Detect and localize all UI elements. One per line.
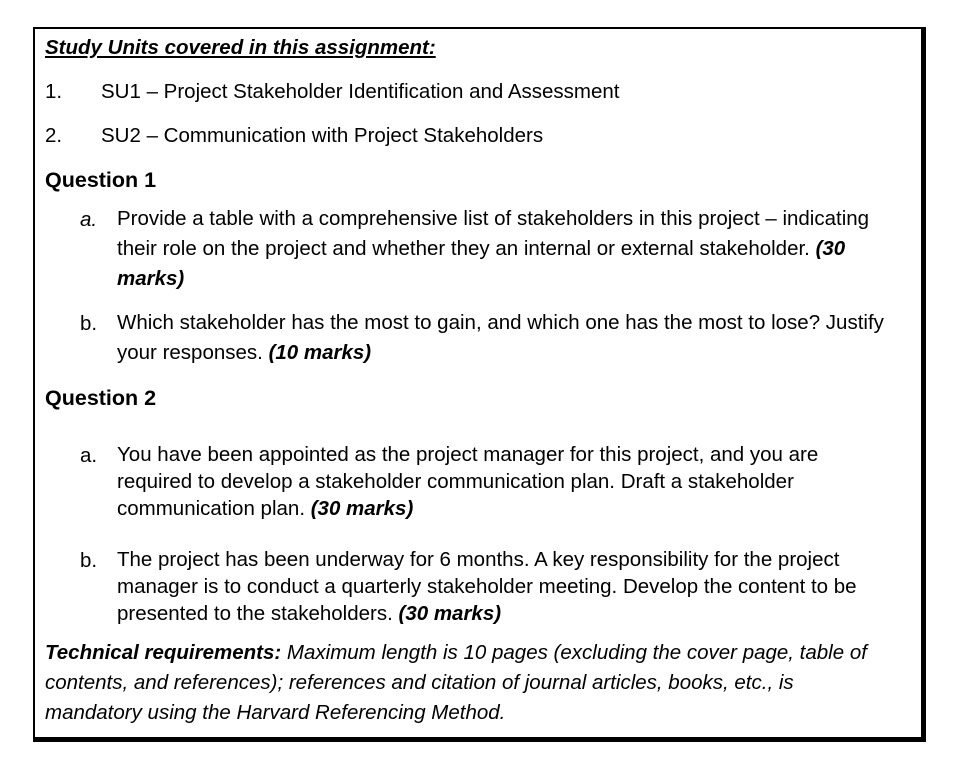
unit-number-1: 1. — [45, 80, 63, 103]
unit-text-2: SU2 – Communication with Project Stakeholders — [101, 124, 544, 147]
q2-a-text: You have been appointed as the project manager for this project, and you are required to develop a stakeholder communication plan. Draft a stakeholder communication plan. (30 marks) — [117, 443, 819, 520]
question-2-title: Question 2 — [45, 386, 157, 410]
q2-b-label: b. — [80, 549, 98, 572]
q2-a-label: a. — [80, 444, 98, 467]
question-1-title: Question 1 — [45, 168, 157, 192]
q2-b-text: The project has been underway for 6 months. A key responsibility for the project manager is to conduct a quarterly stakeholder meeting. Develop the content to be presented to the stakeholders. (30 marks) — [117, 548, 857, 625]
q1-a-text: Provide a table with a comprehensive list of stakeholders in this project – indicating their role on the project and whether they an internal or external stakeholder. (30 marks) — [117, 207, 870, 290]
unit-number-2: 2. — [45, 124, 63, 147]
technical-requirements: Technical requirements: Maximum length is 10 pages (excluding the cover page, table of contents, and references); references and citation of journal articles, books, etc., is mandatory using the Harvard Referencing Method. — [45, 641, 867, 724]
q1-b-label: b. — [80, 312, 98, 335]
unit-text-1: SU1 – Project Stakeholder Identification and Assessment — [101, 80, 620, 103]
q1-b-text: Which stakeholder has the most to gain, and which one has the most to lose? Justify your responses. (10 marks) — [117, 311, 884, 364]
q1-a-label: a. — [80, 208, 98, 231]
study-units-heading: Study Units covered in this assignment: — [45, 36, 436, 59]
